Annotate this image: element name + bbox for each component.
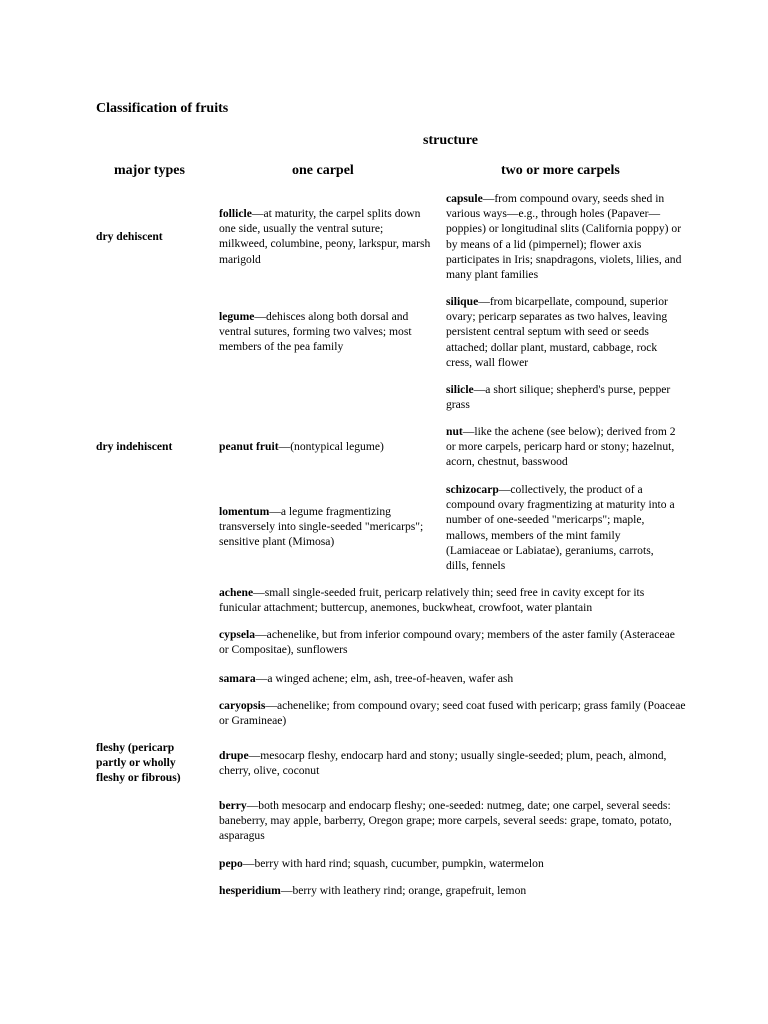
definition-achene: —small single-seeded fruit, pericarp relatively thin; seed free in cavity except for its funicular attachment; buttercup, anemones, buckwheat, crowfoot, water plantain	[219, 586, 645, 615]
entry-achene	[219, 585, 687, 615]
header-one-carpel: one carpel	[292, 163, 354, 178]
definition-drupe: —mesocarp fleshy, endocarp hard and stony; usually single-seeded; plum, peach, almond, cherry, olive, coconut	[219, 749, 667, 778]
term-berry: berry	[219, 799, 247, 812]
entry-legume	[219, 309, 433, 355]
definition-silicle: —a short silique; shepherd's purse, pepper grass	[446, 383, 671, 412]
term-nut: nut	[446, 425, 463, 438]
entry-samara	[219, 671, 687, 686]
entry-hesperidium	[219, 883, 687, 898]
term-hesperidium: hesperidium	[219, 884, 281, 897]
definition-nut: —like the achene (see below); derived from 2 or more carpels, pericarp hard or stony; hazelnut, acorn, chestnut, basswood	[446, 425, 676, 469]
header-structure: structure	[423, 133, 478, 148]
definition-capsule: —from compound ovary, seeds shed in various ways—e.g., through holes (Papaver—poppies) or longitudinal slits (California poppy) or by means of a lid (pimpernel); flower axis participates in Iris; snapdragons, violets, lilies, and many plant families	[446, 192, 682, 282]
term-legume: legume	[219, 310, 255, 323]
entry-capsule	[446, 191, 686, 282]
header-major-types: major types	[114, 163, 185, 178]
entry-nut	[446, 424, 688, 470]
definition-cypsela: —achenelike, but from inferior compound ovary; members of the aster family (Asteraceae or Compositae), sunflowers	[219, 628, 675, 657]
row-label-dry-dehiscent: dry dehiscent	[96, 230, 163, 243]
page-title: Classification of fruits	[96, 101, 229, 116]
term-achene: achene	[219, 586, 254, 599]
definition-berry: —both mesocarp and endocarp fleshy; one-seeded: nutmeg, date; one carpel, several seeds: baneberry, may apple, barberry, Oregon grape; more carpels, several seeds: grape, tomato, potato, asparagus	[219, 799, 672, 843]
entry-caryopsis	[219, 698, 687, 728]
entry-follicle	[219, 206, 433, 267]
entry-lomentum	[219, 504, 433, 550]
row-label-dry-indehiscent: dry indehiscent	[96, 440, 173, 453]
term-peanut-fruit: peanut fruit	[219, 440, 279, 453]
term-silicle: silicle	[446, 383, 474, 396]
term-drupe: drupe	[219, 749, 249, 762]
definition-lomentum: —a legume fragmentizing transversely into single-seeded "mericarps"; sensitive plant (Mimosa)	[219, 505, 424, 549]
row-label-fleshy: fleshy (pericarp partly or wholly fleshy or fibrous)	[96, 741, 181, 785]
definition-hesperidium: —berry with leathery rind; orange, grapefruit, lemon	[280, 884, 527, 897]
entry-berry	[219, 798, 687, 844]
definition-peanut-fruit: —(nontypical legume)	[278, 440, 384, 453]
entry-pepo	[219, 856, 687, 871]
definition-samara: —a winged achene; elm, ash, tree-of-heaven, wafer ash	[255, 672, 514, 685]
definition-caryopsis: —achenelike; from compound ovary; seed coat fused with pericarp; grass family (Poaceae or Gramineae)	[219, 699, 686, 728]
entry-silique	[446, 294, 678, 370]
term-lomentum: lomentum	[219, 505, 270, 518]
definition-follicle: —at maturity, the carpel splits down one side, usually the ventral suture; milkweed, columbine, peony, larkspur, marsh marigold	[219, 207, 431, 266]
term-silique: silique	[446, 295, 479, 308]
term-capsule: capsule	[446, 192, 483, 205]
term-schizocarp: schizocarp	[446, 483, 499, 496]
definition-legume: —dehisces along both dorsal and ventral sutures, forming two valves; most members of the pea family	[219, 310, 412, 354]
entry-schizocarp	[446, 482, 676, 573]
term-caryopsis: caryopsis	[219, 699, 266, 712]
term-follicle: follicle	[219, 207, 252, 220]
entry-silicle	[446, 382, 678, 412]
definition-pepo: —berry with hard rind; squash, cucumber, pumpkin, watermelon	[242, 857, 544, 870]
definition-silique: —from bicarpellate, compound, superior ovary; pericarp separates as two halves, leaving persistent central septum with seed or seeds attached; dollar plant, mustard, cabbage, rock cress, wall flower	[446, 295, 668, 369]
term-cypsela: cypsela	[219, 628, 256, 641]
header-two-or-more-carpels: two or more carpels	[501, 163, 620, 178]
term-samara: samara	[219, 672, 256, 685]
term-pepo: pepo	[219, 857, 243, 870]
entry-cypsela	[219, 627, 687, 657]
definition-schizocarp: —collectively, the product of a compound ovary fragmentizing at maturity into a number of one-seeded "mericarps"; maple, mallows, members of the mint family (Lamiaceae or Labiatae), geraniums, carrots, dills, fennels	[446, 483, 675, 573]
entry-peanut-fruit	[219, 439, 433, 454]
entry-drupe	[219, 748, 687, 778]
